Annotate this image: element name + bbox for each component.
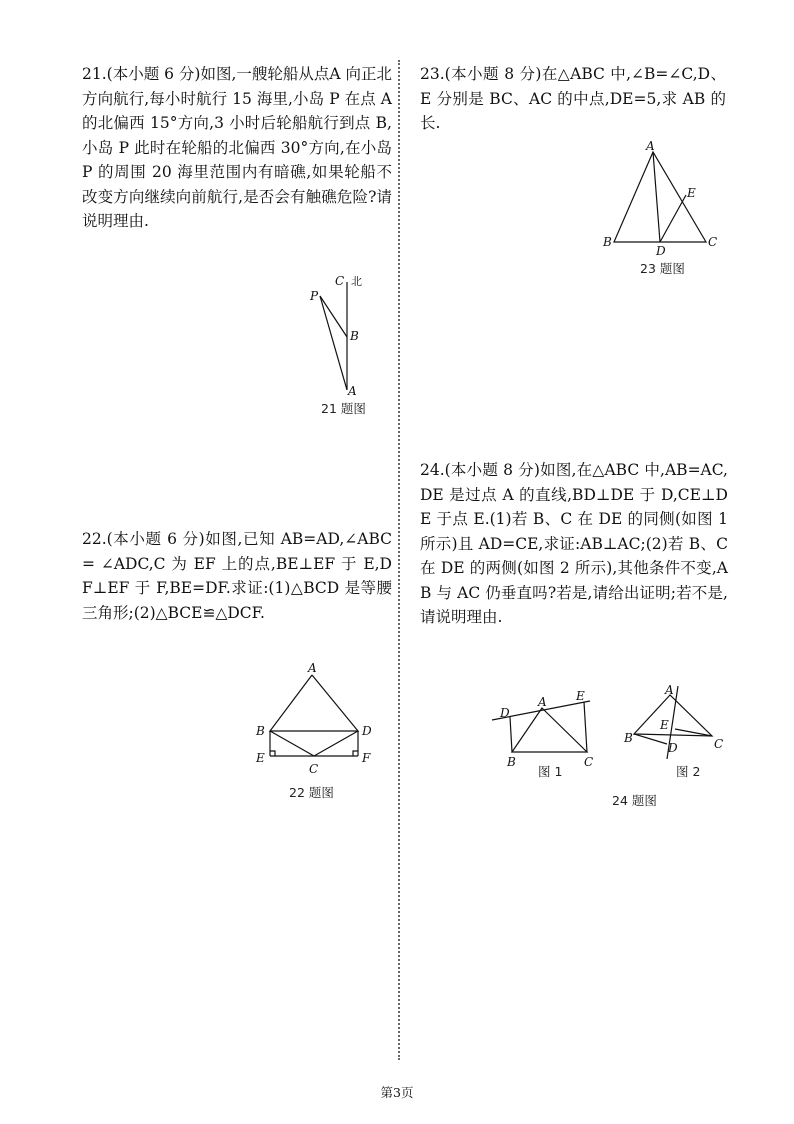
label-c: C: [309, 762, 319, 776]
problem-24-text: 24.(本小题 8 分)如图,在△ABC 中,AB=AC,DE 是过点 A 的直线,BD⊥DE 于 D,CE⊥DE 于点 E.(1)若 B、C 在 DE 的同侧(如图 1 所示)且 AD=CE,求证:AB⊥AC;(2)若 B、C 在 DE 的两侧(如图 2 所示),其他条件不变,AB 与 AC 仍垂直吗?若是,请给出证明;若不是,请说明理由.: [420, 461, 728, 626]
line-ce: [584, 702, 587, 752]
problem-21-text: 21.(本小题 6 分)如图,一艘轮船从点A 向正北方向航行,每小时航行 15 海里,小岛 P 在点 A 的北偏西 15°方向,3 小时后轮船航行到点 B,小岛 P 此时在轮船的北偏西 30°方向,在小岛 P 的周围 20 海里范围内有暗礁,如果轮船不改变方向继续向前航行,是否会有触礁危险?请说明理由.: [82, 65, 393, 230]
line-pa: [320, 296, 347, 390]
label-c: C: [584, 755, 594, 769]
line-pb: [320, 296, 347, 337]
label-e: E: [687, 186, 696, 200]
label-a: A: [665, 683, 674, 697]
label-c: C: [335, 274, 345, 288]
label-d: D: [656, 244, 666, 258]
label-b: B: [350, 329, 359, 343]
problem-21-caption: 21 题图: [321, 401, 366, 416]
line-bd: [510, 717, 512, 752]
problem-24-figure-2-caption: 图 2: [676, 764, 701, 779]
problem-24-figure-1: [490, 688, 600, 773]
label-b: B: [624, 731, 633, 745]
label-p: P: [310, 289, 319, 303]
label-a: A: [538, 695, 547, 709]
label-d: D: [668, 741, 678, 755]
line-bc: [270, 731, 314, 756]
problem-21-figure: [300, 270, 380, 400]
problem-24-figure-2: [620, 682, 730, 767]
triangle-abd: [270, 675, 358, 731]
label-b: B: [603, 235, 612, 249]
label-d: D: [500, 706, 510, 720]
label-a: A: [308, 661, 317, 675]
label-d: D: [362, 724, 372, 738]
label-c: C: [708, 235, 718, 249]
triangle-abc: [512, 708, 587, 752]
label-b: B: [507, 755, 516, 769]
problem-22-text: 22.(本小题 6 分)如图,已知 AB=AD,∠ABC= ∠ADC,C 为 EF 上的点,BE⊥EF 于 E,DF⊥EF 于 F,BE=DF.求证:(1)△BCD 是等腰三角形;(2)△BCE≌△DCF.: [82, 530, 392, 622]
label-e: E: [256, 751, 265, 765]
page-number: 第3页: [380, 1085, 414, 1100]
right-angle-f: [353, 751, 358, 756]
line-ad: [653, 152, 660, 242]
problem-23-caption: 23 题图: [640, 261, 685, 276]
label-a: A: [646, 139, 655, 153]
label-a: A: [348, 384, 357, 398]
right-angle-e: [270, 751, 275, 756]
problem-23-text: 23.(本小题 8 分)在△ABC 中,∠B=∠C,D、E 分别是 BC、AC 的中点,DE=5,求 AB 的长.: [420, 65, 726, 132]
label-f: F: [362, 751, 371, 765]
problem-22-caption: 22 题图: [289, 785, 334, 800]
label-e: E: [576, 689, 585, 703]
line-bd: [634, 734, 667, 744]
line-dc: [314, 731, 358, 756]
column-divider: [398, 60, 400, 1060]
label-e: E: [660, 718, 669, 732]
label-north: 北: [351, 275, 362, 288]
problem-23-figure: [600, 139, 725, 258]
problem-22-figure: [252, 658, 377, 778]
label-c: C: [714, 737, 724, 751]
label-b: B: [256, 724, 265, 738]
line-de: [660, 195, 686, 242]
problem-24-caption: 24 题图: [612, 793, 657, 808]
problem-24-figure-1-caption: 图 1: [538, 764, 563, 779]
